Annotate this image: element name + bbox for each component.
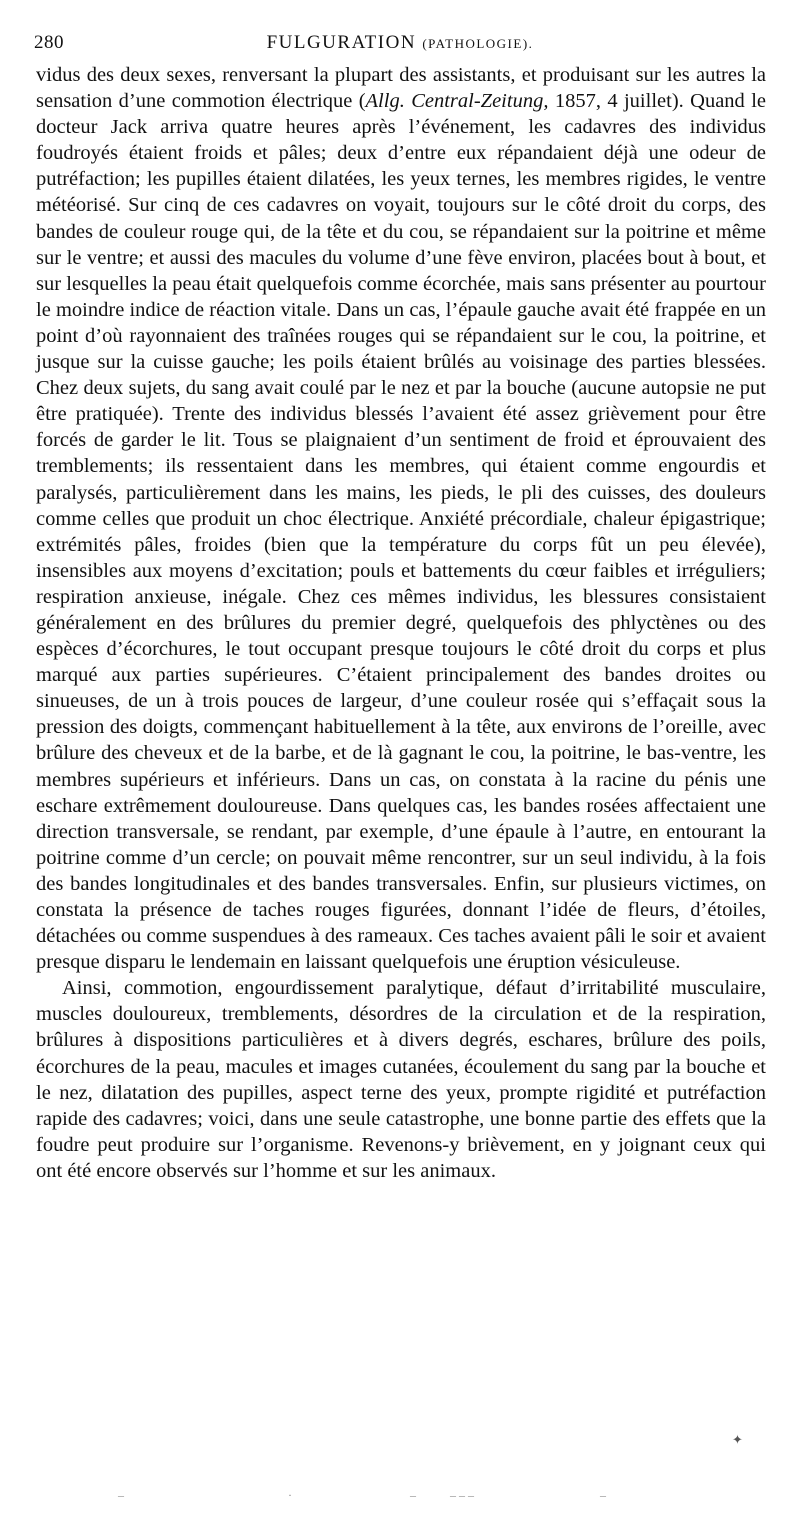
print-speck: ✦ bbox=[732, 1432, 743, 1447]
speck: – bbox=[600, 1488, 606, 1502]
speck: – bbox=[410, 1488, 416, 1502]
running-title-section: (PATHOLOGIE). bbox=[422, 36, 534, 51]
speck: · bbox=[288, 1488, 292, 1502]
paragraph-1 bbox=[36, 62, 766, 975]
page-number: 280 bbox=[34, 32, 64, 53]
running-title bbox=[34, 26, 766, 61]
running-header bbox=[34, 26, 766, 60]
paragraph-2: Ainsi, commotion, engourdissement paralytique, défaut d’irritabilité musculaire, muscles douloureux, tremblements, désordres de la circulation et de la respiration, brûlures à dispositions particulières et à divers degrés, eschares, brûlure des poils, écorchures de la peau, macules et images cutanées, écoulement du sang par la bouche et le nez, dilatation des pupilles, aspect terne des yeux, prompte rigidité et putréfaction rapide des cadavres; voici, dans une seule catastrophe, une bonne partie des effets que la foudre peut produire sur l’organisme. Revenons-y brièvement, en y joignant ceux qui ont été encore observés sur l’homme et sur les animaux. bbox=[36, 977, 766, 1182]
citation: Allg. Central-Zeitung, bbox=[365, 90, 549, 113]
running-title-main: FULGURATION bbox=[266, 32, 417, 53]
paragraph-1-part-2: 1857, 4 juillet). Quand le docteur Jack arriva quatre heures après l’événement, les cadavres des individus foudroyés étaient froids et pâles; deux d’entre eux répandaient déjà une odeur de putréfaction; les pupilles étaient dilatées, les yeux ternes, les membres rigides, le ventre météorisé. Sur cinq de ces cadavres on voyait, toujours sur le côté droit du corps, des bandes de couleur rouge qui, de la tête et du cou, se répandaient sur la poitrine et même sur le ventre; et aussi des macules du volume d’une fève environ, placées bout à bout, et sur lesquelles la peau était quelquefois comme écorchée, mais sans présenter au pourtour le moindre indice de réaction vitale. Dans un cas, l’épaule gauche avait été frappée en un point d’où rayonnaient des traînées rouges qui se répandaient sur le cou, la poitrine, et jusque sur la cuisse gauche; les poils étaient brûlés au voisinage des parties blessées. Chez deux sujets, du sang avait coulé par le nez et par la bouche (aucune autopsie ne put être pratiquée). Trente des individus blessés l’avaient été assez grièvement pour être forcés de garder le lit. Tous se plaignaient d’un sentiment de froid et éprouvaient des tremblements; ils ressentaient dans les membres, qui étaient comme engourdis et paralysés, particulièrement dans les mains, les pieds, le pli des cuisses, des douleurs comme celles que produit un choc électrique. Anxiété précordiale, chaleur épigastrique; extrémités pâles, froides (bien que la température du corps fût un peu élevée), insensibles aux moyens d’excitation; pouls et battements du cœur faibles et irréguliers; respiration anxieuse, inégale. Chez ces mêmes individus, les blessures consistaient généralement en des brûlures du premier degré, quelquefois des phlyctènes ou des espèces d’écorchures, le tout occupant presque toujours le côté droit du corps et plus marqué aux parties supérieures. C’étaient principalement des bandes droites ou sinueuses, de un à trois pouces de largeur, d’une couleur rosée qui s’effaçait sous la pression des doigts, commençant habituellement à la tête, aux environs de l’oreille, avec brûlure des cheveux et de la barbe, et de là gagnant le cou, la poitrine, le bas-ventre, les membres supérieurs et inférieurs. Dans un cas, on constata à la racine du pénis une eschare extrêmement douloureuse. Dans quelques cas, les bandes rosées affectaient une direction transversale, se rendant, par exemple, d’une épaule à l’autre, en entourant la poitrine comme d’un cercle; on pouvait même rencontrer, sur un seul individu, à la fois des bandes longitudinales et des bandes transversales. Enfin, sur plusieurs victimes, on constata la présence de taches rouges figurées, donnant l’idée de fleurs, d’étoiles, détachées ou comme suspendues à des rameaux. Ces taches avaient pâli le soir et avaient presque disparu le lendemain en laissant quelquefois une éruption vésiculeuse. bbox=[36, 90, 766, 974]
body-text bbox=[36, 62, 766, 1184]
paragraph-1-part-1: vidus des deux sexes, renversant la plupart des assistants, et produisant sur les autres la sensation d’une commotion électrique ( bbox=[36, 64, 766, 113]
speck: – bbox=[118, 1488, 124, 1502]
speck: – – – bbox=[450, 1488, 474, 1502]
page-bottom-specks bbox=[0, 1488, 800, 1508]
